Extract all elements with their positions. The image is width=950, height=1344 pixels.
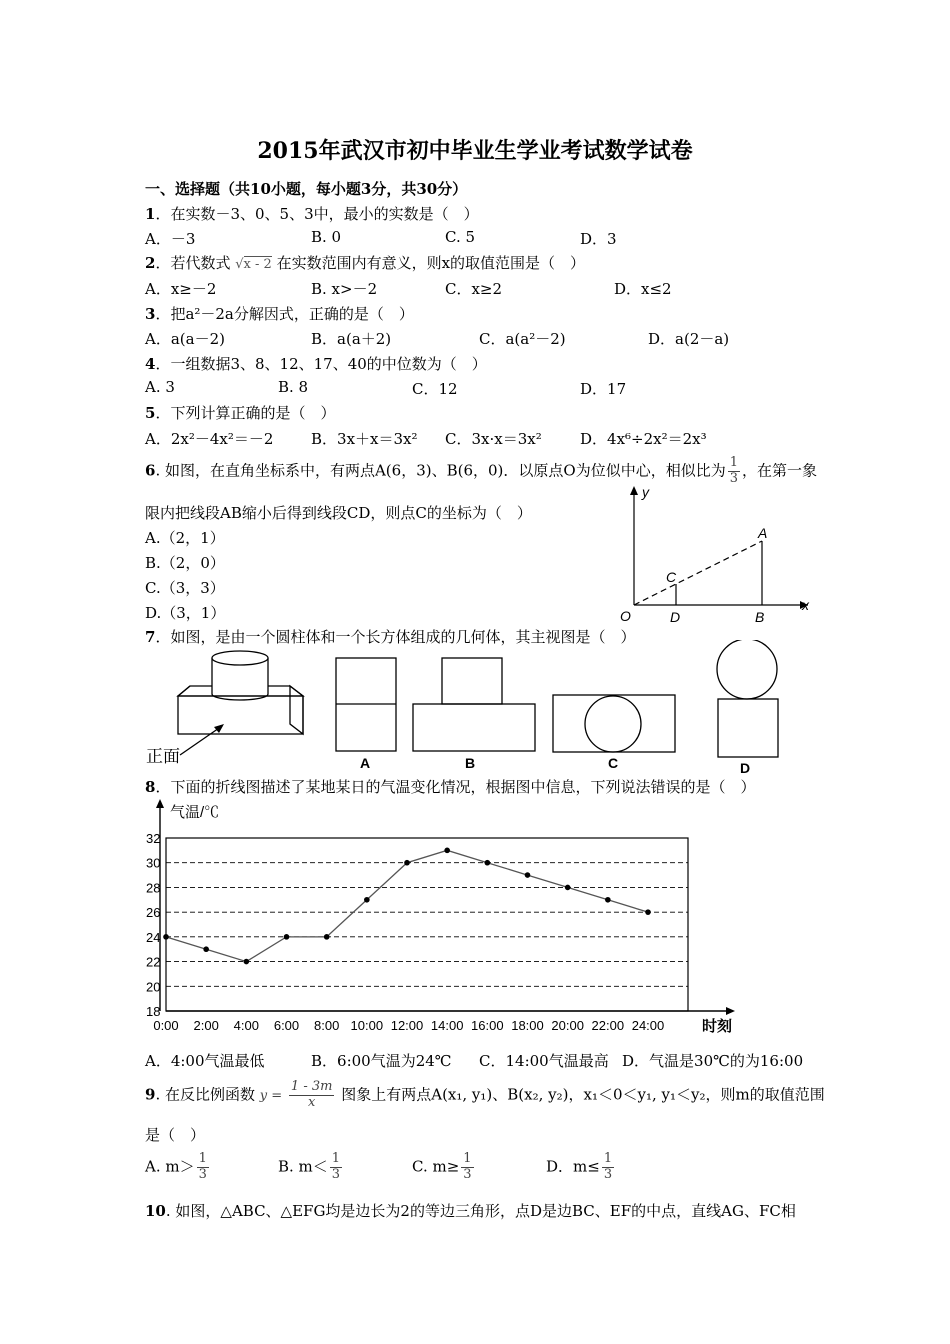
- q8-option-a: A．4:00气温最低: [145, 1052, 265, 1070]
- x-tick-8:00: 8:00: [314, 1018, 340, 1033]
- q4-option-c: C．12: [412, 380, 458, 398]
- x-tick-18:00: 18:00: [511, 1018, 544, 1033]
- point-d-label: D: [670, 609, 681, 625]
- question-9-line-2: 是（ ）: [145, 1126, 206, 1144]
- question-1: 1．在实数－3、0、5、3中，最小的实数是（ ）: [145, 205, 479, 223]
- q1-option-b: B. 0: [311, 228, 342, 246]
- data-point-24:00: [645, 909, 651, 915]
- data-point-20:00: [565, 885, 571, 891]
- q9-option-c: C. m≥ $\frac{1}{3}$: [412, 1151, 472, 1182]
- q5-option-d: D．4x⁶÷2x²＝2x³: [580, 430, 707, 448]
- option-d-view: [717, 640, 778, 775]
- question-5: 5．下列计算正确的是（ ）: [145, 404, 336, 422]
- q9-option-b: B. m＜ $\frac{1}{3}$: [278, 1151, 341, 1182]
- line-oa: [634, 541, 762, 605]
- x-tick-12:00: 12:00: [390, 1018, 424, 1033]
- page-title: 2015年武汉市初中毕业生学业考试数学试卷: [257, 138, 693, 164]
- x-tick-22:00: 22:00: [591, 1018, 625, 1033]
- x-axis-arrow: [726, 1007, 735, 1015]
- point-b-label: B: [755, 609, 765, 625]
- q3-option-a: A．a(a－2): [145, 330, 225, 348]
- front-label: 正面: [146, 747, 180, 766]
- y-axis-arrow: [630, 486, 638, 495]
- option-b-label: B: [465, 755, 476, 771]
- data-point-0:00: [163, 934, 169, 940]
- q6-option-b: B.（2，0）: [145, 554, 225, 572]
- q3-option-d: D．a(2－a): [648, 330, 730, 348]
- y-tick-22: 22: [146, 954, 161, 970]
- q3-option-c: C．a(a²－2): [479, 330, 566, 348]
- q6-option-d: D.（3，1）: [145, 604, 226, 622]
- chart-ylabel: 气温/℃: [170, 804, 220, 821]
- data-point-14:00: [444, 848, 450, 854]
- q2-option-a: A．x≥－2: [145, 280, 217, 298]
- question-7: 7．如图，是由一个圆柱体和一个长方体组成的几何体，其主视图是（ ）: [145, 628, 636, 646]
- temperature-series-line: [166, 850, 648, 961]
- solid-figure: [146, 651, 303, 766]
- q6-option-c: C.（3，3）: [145, 579, 225, 597]
- data-point-22:00: [605, 897, 611, 903]
- q4-option-d: D．17: [580, 380, 627, 398]
- x-tick-0:00: 0:00: [153, 1018, 179, 1033]
- option-c-view: [553, 695, 675, 771]
- data-point-4:00: [244, 959, 250, 965]
- q4-option-a: A. 3: [145, 378, 175, 396]
- data-point-12:00: [404, 860, 410, 866]
- q9-option-d: D．m≤ $\frac{1}{3}$: [546, 1151, 613, 1182]
- q2-option-d: D．x≤2: [614, 280, 672, 298]
- temperature-line-chart: [140, 795, 740, 1040]
- question-8: 8．下面的折线图描述了某地某日的气温变化情况，根据图中信息，下列说法错误的是（ ）: [145, 778, 756, 796]
- q9-option-a: A. m＞ $\frac{1}{3}$: [145, 1151, 207, 1182]
- q1-option-d: D．3: [580, 230, 617, 248]
- question-3: 3．把a²－2a分解因式，正确的是（ ）: [145, 305, 414, 323]
- question-9: 9. 在反比例函数 y = $\frac{1 - 3m}{x}$ 图象上有两点A(x₁, y₁)、B(x₂, y₂)，x₁＜0＜y₁, y₁＜y₂，则m的取值范围: [145, 1079, 825, 1110]
- q8-option-d: D．气温是30℃的为16:00: [622, 1052, 804, 1070]
- point-c-label: C: [666, 569, 677, 585]
- x-tick-4:00: 4:00: [233, 1018, 259, 1033]
- q5-option-c: C．3x·x＝3x²: [445, 430, 542, 448]
- x-label: x: [802, 597, 809, 613]
- q1-option-c: C. 5: [445, 228, 476, 246]
- data-point-2:00: [203, 946, 209, 952]
- ratio-fraction: $\frac{1}{3}$: [729, 455, 738, 486]
- function-fraction: $\frac{1 - 3m}{x}$: [290, 1079, 333, 1110]
- question-4: 4．一组数据3、8、12、17、40的中位数为（ ）: [145, 355, 487, 373]
- q5-option-b: B．3x＋x＝3x²: [311, 430, 418, 448]
- data-point-8:00: [324, 934, 330, 940]
- q1-option-a: A．－3: [145, 230, 196, 248]
- x-tick-20:00: 20:00: [551, 1018, 584, 1033]
- y-tick-26: 26: [146, 905, 161, 921]
- y-tick-32: 32: [146, 831, 161, 846]
- q6-option-a: A.（2，1）: [145, 529, 225, 547]
- section-heading: 一、选择题（共10小题，每小题3分，共30分）: [145, 180, 468, 198]
- y-label: y: [642, 484, 649, 500]
- option-c-label: C: [608, 755, 619, 771]
- x-tick-24:00: 24:00: [631, 1018, 665, 1033]
- q2-option-c: C．x≥2: [445, 280, 503, 298]
- point-a-label: A: [758, 525, 768, 541]
- q3-option-b: B．a(a＋2): [311, 330, 392, 348]
- option-a-label: A: [360, 755, 371, 771]
- q8-option-b: B．6:00气温为24℃: [311, 1052, 452, 1070]
- x-tick-2:00: 2:00: [193, 1018, 219, 1033]
- y-tick-28: 28: [146, 880, 161, 896]
- question-6-line-2: 限内把线段AB缩小后得到线段CD，则点C的坐标为（ ）: [145, 504, 532, 522]
- y-tick-24: 24: [146, 929, 161, 945]
- x-tick-14:00: 14:00: [430, 1018, 464, 1033]
- y-tick-30: 30: [146, 855, 161, 871]
- origin-label: O: [620, 608, 631, 624]
- y-tick-20: 20: [146, 979, 161, 995]
- coordinate-figure: [610, 480, 815, 630]
- q5-option-a: A．2x²－4x²＝－2: [145, 430, 274, 448]
- data-point-10:00: [364, 897, 370, 903]
- x-tick-6:00: 6:00: [273, 1018, 300, 1033]
- x-tick-16:00: 16:00: [471, 1018, 504, 1033]
- data-point-16:00: [485, 860, 491, 866]
- data-point-18:00: [525, 872, 531, 878]
- y-axis-arrow: [156, 799, 164, 808]
- chart-xlabel: 时刻: [702, 1018, 733, 1035]
- option-b-view: [413, 658, 535, 771]
- question-10: 10. 如图，△ABC、△EFG均是边长为2的等边三角形，点D是边BC、EF的中点，直线AG、FC相: [145, 1202, 796, 1220]
- option-a-view: [336, 658, 396, 771]
- geometry-figures: [140, 640, 800, 775]
- q4-option-b: B. 8: [278, 378, 309, 396]
- plot-frame: [166, 838, 688, 1011]
- question-6: 6. 如图，在直角坐标系中，有两点A(6，3)、B(6，0)．以原点O为位似中心，相似比为 $\frac{1}{3}$ ，在第一象: [145, 455, 818, 486]
- q2-option-b: B. x>－2: [311, 280, 378, 298]
- option-d-label: D: [740, 760, 751, 775]
- q8-option-c: C．14:00气温最高: [479, 1052, 609, 1070]
- y-tick-18: 18: [146, 1004, 161, 1019]
- x-tick-10:00: 10:00: [350, 1018, 384, 1033]
- question-2: 2．若代数式 √x - 2 在实数范围内有意义，则x的取值范围是（ ）: [145, 254, 586, 272]
- radical-expression: x - 2: [243, 257, 272, 272]
- data-point-6:00: [284, 934, 290, 940]
